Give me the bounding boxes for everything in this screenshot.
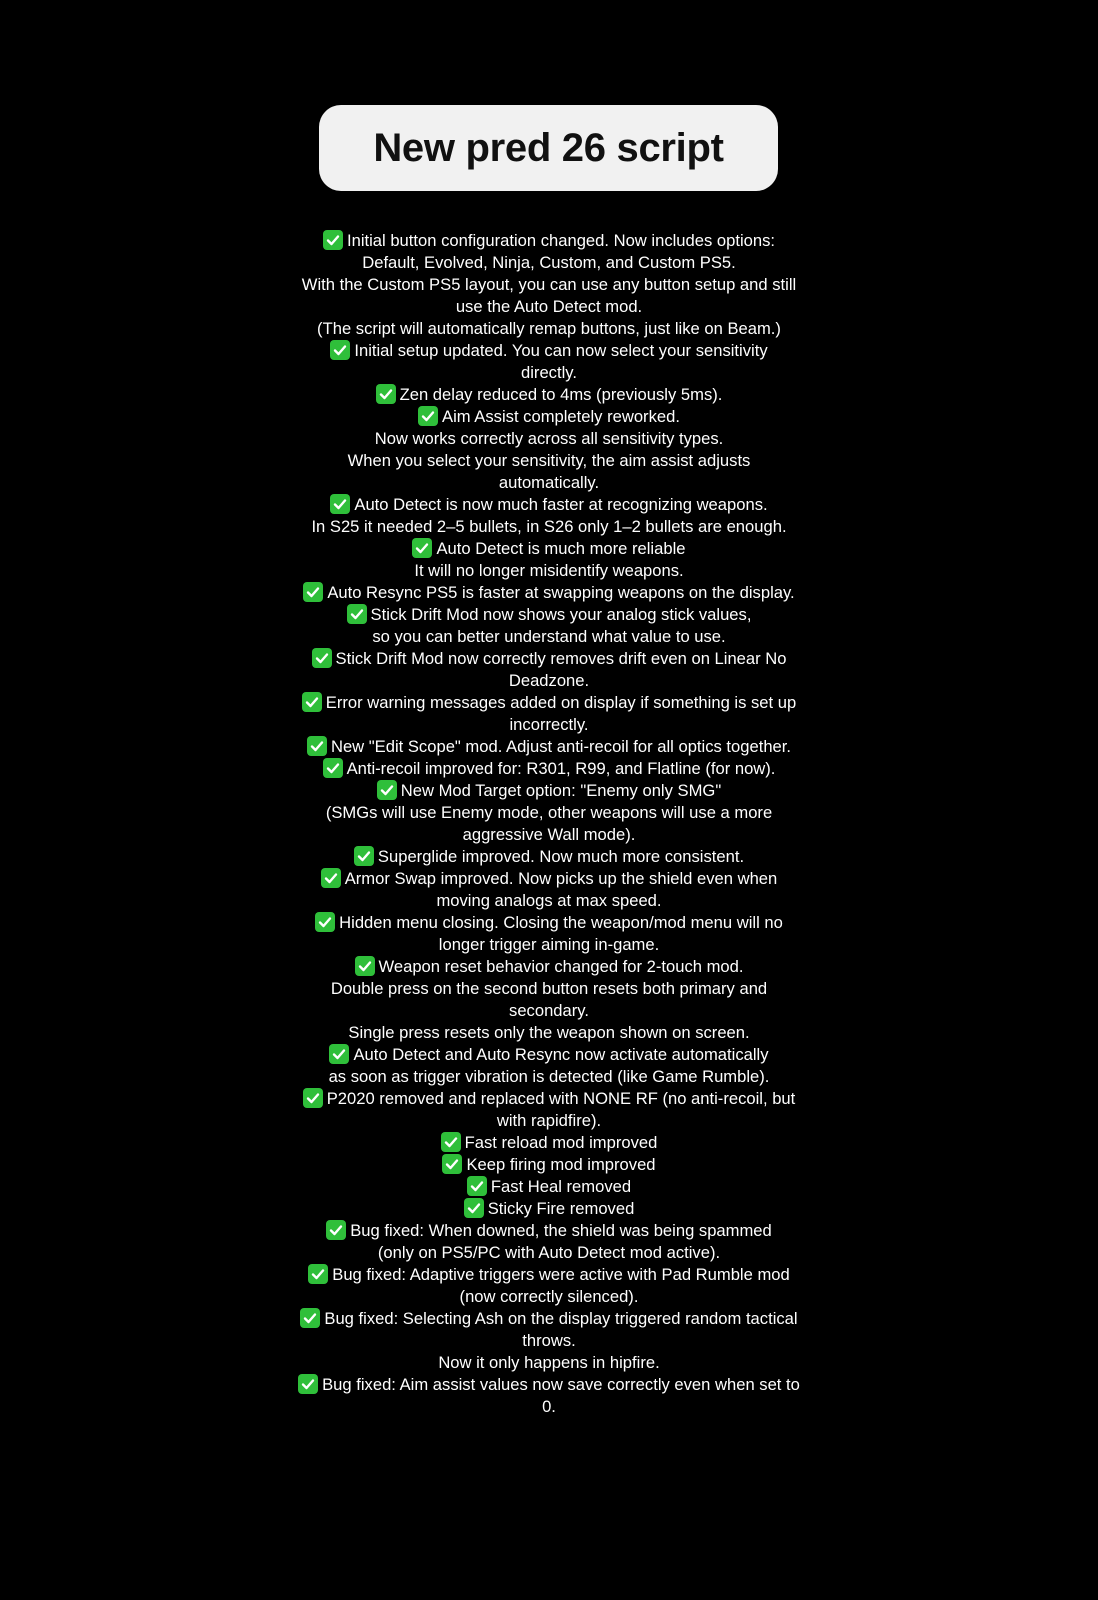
changelog-line bbox=[265, 230, 833, 252]
changelog-text: Weapon reset behavior changed for 2-touch mod. bbox=[378, 957, 744, 976]
changelog-line bbox=[265, 406, 833, 428]
changelog-line bbox=[265, 1066, 833, 1088]
changelog-line bbox=[265, 1374, 833, 1396]
check-mark-icon bbox=[303, 582, 323, 602]
check-mark-icon bbox=[323, 758, 343, 778]
check-mark-icon bbox=[412, 538, 432, 558]
changelog-line bbox=[265, 428, 833, 450]
changelog-line bbox=[265, 1286, 833, 1308]
changelog-text: It will no longer misidentify weapons. bbox=[414, 561, 684, 580]
changelog-line bbox=[265, 1132, 833, 1154]
changelog-text: Fast Heal removed bbox=[490, 1177, 632, 1196]
changelog-line bbox=[265, 846, 833, 868]
changelog-text: Superglide improved. Now much more consistent. bbox=[377, 847, 745, 866]
changelog-entry bbox=[265, 1220, 833, 1264]
check-mark-icon bbox=[467, 1176, 487, 1196]
changelog-line bbox=[265, 450, 833, 472]
changelog-text: Auto Detect and Auto Resync now activate automatically bbox=[353, 1045, 769, 1064]
changelog-line bbox=[265, 1264, 833, 1286]
changelog-text: With the Custom PS5 layout, you can use any button setup and still bbox=[301, 275, 797, 294]
changelog-line bbox=[265, 362, 833, 384]
changelog-text: with rapidfire). bbox=[496, 1111, 602, 1130]
changelog-text: (only on PS5/PC with Auto Detect mod active). bbox=[377, 1243, 721, 1262]
changelog-text: Stick Drift Mod now shows your analog stick values, bbox=[370, 605, 752, 624]
check-mark-icon bbox=[308, 1264, 328, 1284]
changelog-entry bbox=[265, 1176, 833, 1198]
changelog-text: directly. bbox=[521, 363, 577, 382]
changelog-entry bbox=[265, 1264, 833, 1308]
changelog-text: Now works correctly across all sensitivity types. bbox=[374, 429, 724, 448]
check-mark-icon bbox=[307, 736, 327, 756]
changelog-line bbox=[265, 384, 833, 406]
check-mark-icon bbox=[354, 846, 374, 866]
changelog-text: moving analogs at max speed. bbox=[436, 891, 662, 910]
changelog-line bbox=[265, 538, 833, 560]
changelog-text: Bug fixed: Selecting Ash on the display triggered random tactical bbox=[324, 1309, 798, 1328]
changelog-entry bbox=[265, 1374, 833, 1418]
changelog-entry bbox=[265, 538, 833, 582]
changelog-line bbox=[265, 582, 833, 604]
changelog-entry bbox=[265, 340, 833, 384]
changelog-line bbox=[265, 758, 833, 780]
changelog-text: longer trigger aiming in-game. bbox=[438, 935, 660, 954]
changelog-entry bbox=[265, 758, 833, 780]
check-mark-icon bbox=[376, 384, 396, 404]
changelog-entry bbox=[265, 1198, 833, 1220]
changelog-line bbox=[265, 318, 833, 340]
check-mark-icon bbox=[442, 1154, 462, 1174]
changelog-text: P2020 removed and replaced with NONE RF (no anti-recoil, but bbox=[326, 1089, 796, 1108]
changelog-line bbox=[265, 1396, 833, 1418]
check-mark-icon bbox=[303, 1088, 323, 1108]
changelog-text: Now it only happens in hipfire. bbox=[438, 1353, 660, 1372]
changelog bbox=[265, 230, 833, 1418]
changelog-line bbox=[265, 494, 833, 516]
changelog-text: Keep firing mod improved bbox=[466, 1155, 656, 1174]
changelog-entry bbox=[265, 384, 833, 406]
title-pill bbox=[319, 105, 778, 191]
changelog-entry bbox=[265, 494, 833, 538]
changelog-line bbox=[265, 626, 833, 648]
changelog-text: incorrectly. bbox=[509, 715, 589, 734]
changelog-text: Initial button configuration changed. Now includes options: bbox=[346, 231, 776, 250]
changelog-text: Auto Detect is much more reliable bbox=[436, 539, 686, 558]
changelog-entry bbox=[265, 692, 833, 736]
changelog-text: Zen delay reduced to 4ms (previously 5ms). bbox=[399, 385, 723, 404]
changelog-text: Bug fixed: Adaptive triggers were active with Pad Rumble mod bbox=[332, 1265, 790, 1284]
check-mark-icon bbox=[330, 340, 350, 360]
changelog-line bbox=[265, 1022, 833, 1044]
check-mark-icon bbox=[298, 1374, 318, 1394]
changelog-entry bbox=[265, 1308, 833, 1374]
changelog-text: Default, Evolved, Ninja, Custom, and Custom PS5. bbox=[362, 253, 736, 272]
changelog-entry bbox=[265, 604, 833, 648]
check-mark-icon bbox=[329, 1044, 349, 1064]
changelog-line bbox=[265, 1352, 833, 1374]
check-mark-icon bbox=[377, 780, 397, 800]
changelog-text: In S25 it needed 2–5 bullets, in S26 only 1–2 bullets are enough. bbox=[311, 517, 787, 536]
changelog-entry bbox=[265, 912, 833, 956]
changelog-text: Auto Detect is now much faster at recognizing weapons. bbox=[354, 495, 768, 514]
changelog-line bbox=[265, 604, 833, 626]
changelog-line bbox=[265, 560, 833, 582]
changelog-line bbox=[265, 956, 833, 978]
changelog-text: use the Auto Detect mod. bbox=[455, 297, 643, 316]
changelog-line bbox=[265, 472, 833, 494]
changelog-text: Single press resets only the weapon shown on screen. bbox=[348, 1023, 750, 1042]
check-mark-icon bbox=[418, 406, 438, 426]
changelog-text: Fast reload mod improved bbox=[464, 1133, 658, 1152]
changelog-line bbox=[265, 912, 833, 934]
changelog-entry bbox=[265, 1154, 833, 1176]
check-mark-icon bbox=[312, 648, 332, 668]
check-mark-icon bbox=[302, 692, 322, 712]
changelog-line bbox=[265, 516, 833, 538]
changelog-text: automatically. bbox=[498, 473, 600, 492]
changelog-line bbox=[265, 1308, 833, 1330]
changelog-entry bbox=[265, 1132, 833, 1154]
changelog-text: 0. bbox=[542, 1397, 556, 1416]
changelog-line bbox=[265, 296, 833, 318]
changelog-text: Sticky Fire removed bbox=[487, 1199, 635, 1218]
changelog-entry bbox=[265, 230, 833, 340]
changelog-line bbox=[265, 890, 833, 912]
changelog-line bbox=[265, 1044, 833, 1066]
changelog-entry bbox=[265, 648, 833, 692]
page-title: New pred 26 script bbox=[373, 125, 724, 170]
changelog-entry bbox=[265, 582, 833, 604]
changelog-line bbox=[265, 670, 833, 692]
check-mark-icon bbox=[321, 868, 341, 888]
changelog-text: Initial setup updated. You can now select your sensitivity bbox=[354, 341, 768, 360]
changelog-text: aggressive Wall mode). bbox=[462, 825, 636, 844]
changelog-line bbox=[265, 340, 833, 362]
check-mark-icon bbox=[441, 1132, 461, 1152]
changelog-line bbox=[265, 692, 833, 714]
changelog-text: Aim Assist completely reworked. bbox=[442, 407, 680, 426]
changelog-line bbox=[265, 1110, 833, 1132]
check-mark-icon bbox=[464, 1198, 484, 1218]
changelog-entry bbox=[265, 1088, 833, 1132]
changelog-line bbox=[265, 780, 833, 802]
changelog-entry bbox=[265, 956, 833, 1044]
changelog-text: (The script will automatically remap buttons, just like on Beam.) bbox=[317, 319, 781, 338]
changelog-entry bbox=[265, 1044, 833, 1088]
changelog-line bbox=[265, 824, 833, 846]
changelog-line bbox=[265, 1000, 833, 1022]
check-mark-icon bbox=[300, 1308, 320, 1328]
changelog-text: Deadzone. bbox=[508, 671, 590, 690]
changelog-entry bbox=[265, 868, 833, 912]
changelog-text: Error warning messages added on display if something is set up bbox=[325, 693, 797, 712]
changelog-line bbox=[265, 648, 833, 670]
changelog-text: Anti-recoil improved for: R301, R99, and Flatline (for now). bbox=[346, 759, 776, 778]
changelog-line bbox=[265, 252, 833, 274]
check-mark-icon bbox=[330, 494, 350, 514]
changelog-line bbox=[265, 1330, 833, 1352]
changelog-entry bbox=[265, 736, 833, 758]
changelog-text: Double press on the second button resets both primary and bbox=[330, 979, 768, 998]
changelog-text: as soon as trigger vibration is detected (like Game Rumble). bbox=[328, 1067, 770, 1086]
changelog-text: When you select your sensitivity, the aim assist adjusts bbox=[347, 451, 751, 470]
changelog-line bbox=[265, 934, 833, 956]
changelog-line bbox=[265, 1176, 833, 1198]
check-mark-icon bbox=[315, 912, 335, 932]
changelog-text: (now correctly silenced). bbox=[459, 1287, 639, 1306]
changelog-line bbox=[265, 978, 833, 1000]
changelog-text: secondary. bbox=[509, 1001, 589, 1020]
changelog-line bbox=[265, 868, 833, 890]
changelog-line bbox=[265, 274, 833, 296]
changelog-entry bbox=[265, 780, 833, 846]
changelog-line bbox=[265, 1154, 833, 1176]
changelog-text: so you can better understand what value to use. bbox=[372, 627, 726, 646]
changelog-line bbox=[265, 714, 833, 736]
changelog-text: Stick Drift Mod now correctly removes drift even on Linear No bbox=[335, 649, 787, 668]
changelog-text: Armor Swap improved. Now picks up the shield even when bbox=[344, 869, 778, 888]
changelog-entry bbox=[265, 406, 833, 494]
changelog-text: Bug fixed: Aim assist values now save correctly even when set to bbox=[322, 1375, 800, 1394]
changelog-entry bbox=[265, 846, 833, 868]
changelog-line bbox=[265, 736, 833, 758]
changelog-text: throws. bbox=[522, 1331, 576, 1350]
changelog-text: Auto Resync PS5 is faster at swapping weapons on the display. bbox=[327, 583, 795, 602]
changelog-line bbox=[265, 1198, 833, 1220]
changelog-text: New "Edit Scope" mod. Adjust anti-recoil for all optics together. bbox=[330, 737, 792, 756]
changelog-text: (SMGs will use Enemy mode, other weapons will use a more bbox=[325, 803, 773, 822]
check-mark-icon bbox=[323, 230, 343, 250]
check-mark-icon bbox=[347, 604, 367, 624]
changelog-line bbox=[265, 1088, 833, 1110]
changelog-line bbox=[265, 802, 833, 824]
changelog-text: New Mod Target option: "Enemy only SMG" bbox=[400, 781, 722, 800]
changelog-line bbox=[265, 1242, 833, 1264]
changelog-text: Bug fixed: When downed, the shield was being spammed bbox=[350, 1221, 772, 1240]
check-mark-icon bbox=[326, 1220, 346, 1240]
changelog-line bbox=[265, 1220, 833, 1242]
changelog-text: Hidden menu closing. Closing the weapon/mod menu will no bbox=[339, 913, 783, 932]
check-mark-icon bbox=[355, 956, 375, 976]
